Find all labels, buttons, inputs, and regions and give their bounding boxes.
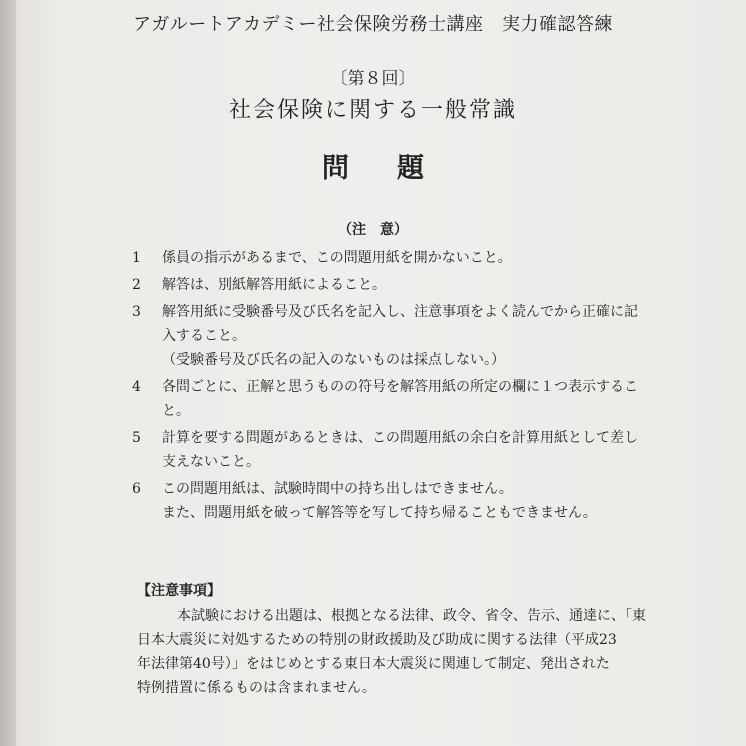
instruction-number: 4 (132, 379, 141, 395)
instruction-line: 各問ごとに、正解と思うものの符号を解答用紙の所定の欄に１つ表示するこ (162, 379, 638, 395)
instruction-line: 係員の指示があるまで、この問題用紙を開かないこと。 (162, 250, 512, 266)
instruction-number: 3 (132, 304, 141, 320)
instruction-line: 支えないこと。 (162, 454, 260, 470)
instruction-item (132, 477, 652, 525)
instruction-line: この問題用紙は、試験時間中の持ち出しはできません。 (162, 481, 513, 497)
instruction-number: 1 (132, 250, 141, 266)
instruction-line: （受験番号及び氏名の記入のないものは採点しない。） (162, 352, 505, 368)
exam-subject: 社会保険に関する一般常識 (228, 98, 517, 123)
instruction-item (132, 300, 652, 372)
round-number: 〔第８回〕 (330, 69, 416, 89)
instruction-line: また、問題用紙を破って解答等を写して持ち帰ることもできません。 (162, 505, 597, 521)
instruction-number: 6 (132, 481, 141, 497)
instruction-line: 入すること。 (162, 328, 246, 344)
instruction-item (132, 273, 652, 297)
instruction-item (132, 426, 652, 474)
instruction-item (132, 246, 652, 270)
instruction-number: 5 (132, 430, 141, 446)
page-title: 問題 (322, 153, 472, 184)
course-header: アガルートアカデミー社会保険労務士講座 実力確認答練 (132, 14, 614, 35)
caution-heading: 【注意事項】 (137, 583, 221, 599)
caution-body (137, 604, 657, 700)
instruction-item (132, 375, 652, 423)
instructions-list (132, 246, 652, 528)
caution-line: 特例措置に係るものは含まれません。 (137, 680, 376, 696)
instruction-number: 2 (132, 277, 141, 293)
caution-line: 日本大震災に対処するための特別の財政援助及び助成に関する法律（平成23 (137, 632, 617, 648)
instruction-line: 計算を要する問題があるときは、この問題用紙の余白を計算用紙として差し (162, 430, 638, 446)
instruction-line: 解答用紙に受験番号及び氏名を記入し、注意事項をよく読んでから正確に記 (162, 304, 638, 320)
instruction-line: と。 (162, 403, 190, 419)
instruction-line: 解答は、別紙解答用紙によること。 (162, 277, 386, 293)
caution-line: 年法律第40号）」をはじめとする東日本大震災に関連して制定、発出された (137, 656, 610, 672)
caution-line: 本試験における出題は、根拠となる法律、政令、省令、告示、通達に、「東 (177, 608, 646, 624)
notes-heading: （注 意） (338, 222, 408, 238)
